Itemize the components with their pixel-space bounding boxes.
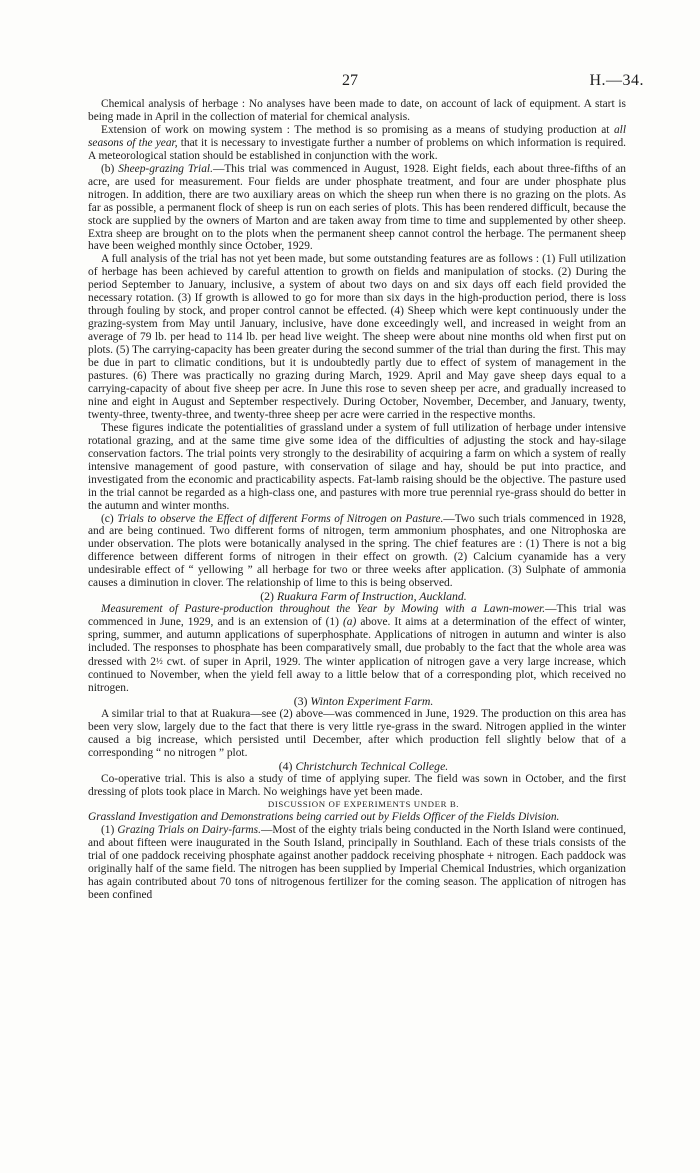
- page-number: 27: [342, 72, 358, 89]
- text-segment: —Most of the eighty trials being conducted in the North Island were continued, and about fifteen were inaugurated in the South Island, principally in Southland. Each of these trials consists of the trial of one paddock receiving phosphate against another paddock receiving phosphate + nitrogen. Each paddock was originally half of the same field. The nitrogen has been supplied by Imperial Chemical Industries, which organization has again contributed about 70 tons of nitrogenous fertilizer for the coming season. The application of nitrogen has been confined: [88, 824, 626, 902]
- document-reference: H.—34.: [589, 72, 644, 89]
- item-label: (1): [101, 824, 118, 837]
- paragraph-potentialities: These figures indicate the potentialities of grassland under a system of full utilization of herbage under intensive rotational grazing, and at the same time give some idea of the difficulties of adjusting the stock and hay-silage conservation factors. The trial points very strongly to the desirability of acquiring a farm on which a system of really intensive management of good pasture, with conservation of silage and hay, should be put into practice, and investigated from the economic and practicability aspects. Fat-lamb raising should be the objective. The pasture used in the trial cannot be regarded as a high-class one, and pastures with more true perennial rye-grass should do better in the autumn and winter months.: [88, 421, 626, 512]
- paragraph-chemical-analysis: Chemical analysis of herbage : No analyses have been made to date, on account of lack of equipment. A start is being made in April in the collection of material for chemical analysis.: [88, 98, 626, 123]
- text-segment: —This trial was commenced in August, 1928. Eight fields, each about three-fifths of an acre, are used for measurement. Four fields are under phosphate treatment, and four are under phosphate plus nitrogen. In addition, there are two auxiliary areas on which the sheep run when there is no grazing on the plots. As far as possible, a permanent flock of sheep is run on each series of plots. This has been rendered difficult, because the stock are supplied by the owners of Marton and are taken away from time to time and supplemented by other sheep. Extra sheep are brought on to the plots when the permanent sheep cannot control the herbage. The permanent sheep have been weighed monthly since October, 1929.: [88, 162, 626, 253]
- paragraph-winton: A similar trial to that at Ruakura—see (2) above—was commenced in June, 1929. The production on this area has been very slow, largely due to the fact that there is very little rye-grass in the sward. Nitrogen applied in the winter caused a big increase, which persisted until December, after which production fell slightly below that of a corresponding “ no nitrogen ” plot.: [88, 707, 626, 759]
- section-title: Christchurch Technical College.: [295, 758, 449, 773]
- discussion-subheading: [88, 811, 626, 824]
- section-title: Winton Experiment Farm.: [310, 693, 434, 708]
- section-title: Ruakura Farm of Instruction, Auckland.: [276, 589, 467, 604]
- emphasis-text: Grassland Investigation and Demonstrations being carried out by Fields Officer of the Fields Division.: [88, 811, 560, 824]
- text-segment: Extension of work on mowing system : The method is so promising as a means of studying production at: [101, 123, 614, 136]
- paragraph-nitrogen-forms: [88, 513, 626, 591]
- paragraph-sheep-grazing-trial: [88, 163, 626, 254]
- emphasis-text: Trials to observe the Effect of different Forms of Nitrogen on Pasture.: [117, 512, 444, 525]
- item-label: (c): [101, 512, 118, 525]
- document-body: [88, 98, 626, 902]
- section-number: (2): [260, 589, 277, 604]
- item-label: (b): [101, 162, 119, 175]
- paragraph-christchurch: Co-operative trial. This is also a study of time of applying super. The field was sown in October, and the first dressing of plots took place in March. No weighings have yet been made.: [88, 772, 626, 798]
- paragraph-mowing-extension: [88, 124, 626, 163]
- emphasis-text: all seasons of the year,: [88, 123, 626, 149]
- section-heading-christchurch: [88, 760, 626, 773]
- section-number: (3): [293, 693, 311, 708]
- emphasis-text: Grazing Trials on Dairy-farms.: [117, 824, 261, 837]
- text-segment: cwt. of super in April, 1929. The winter application of nitrogen gave a very large increase, which continued to November, when the yield fell away to a little below that of a corresponding plot, which received no nitrogen.: [88, 655, 626, 694]
- emphasis-text: Measurement of Pasture-production throughout the Year by Mowing with a Lawn-mower.: [101, 603, 546, 616]
- paragraph-dairy-farms: [88, 824, 626, 902]
- emphasis-text: (a): [342, 616, 357, 629]
- text-segment: —This trial was commenced in June, 1929, and is an extension of (1): [88, 603, 626, 629]
- section-heading-ruakura: [88, 590, 626, 603]
- text-segment: that it is necessary to investigate further a number of problems on which information is required. A meteorological station should be established in conjunction with the work.: [88, 136, 626, 162]
- text-segment: —Two such trials commenced in 1928, and are being continued. Two different forms of nitrogen, term ammonium phosphates, and one Nitrophoska are under observation. The plots were botanically analysed in the spring. The chief features are : (1) There is not a big difference between different forms of nitrogen in their effect on growth. (2) Calcium cyanamide has a very undesirable effect of “ yellowing ” all herbage for two or three weeks after application. (3) Sulphate of ammonia causes a diminution in clover. The relationship of lime to this is being observed.: [88, 512, 626, 590]
- paragraph-trial-analysis: A full analysis of the trial has not yet been made, but some outstanding features are as follows : (1) Full utilization of herbage has been achieved by careful attention to growth on fields and manipulation of stocks. (2) During the period September to January, inclusive, a system of about two days on and six days off each field provided the necessary rotation. (3) If growth is allowed to go for more than six days in the high-production period, there is loss through fouling by stock, and proper control cannot be effected. (4) Sheep which were kept continuously under the grazing-system from May until January, inclusive, have done exceedingly well, and increased in weight from an average of 79 lb. per head to 114 lb. per head live weight. The sheep were about nine months old when first put on plots. (5) The carrying-capacity has been greater during the second summer of the trial than during the first. This may be due in part to climatic conditions, but it is undoubtedly partly due to effect of system of management in the pastures. (6) There was practically no grazing during March, 1929. April and May gave sheep days equal to a carrying-capacity of about five sheep per acre. In June this rose to seven sheep per acre, and gradually increased to nine and eight in August and September respectively. During October, November, December, and January, twenty, twenty-three, twenty-three, and twenty-three sheep per acre were carried in the respective months.: [88, 253, 626, 421]
- fraction: ½: [156, 655, 163, 666]
- section-heading-winton: [88, 695, 626, 708]
- emphasis-text: Sheep-grazing Trial.: [118, 162, 213, 175]
- section-number: (4): [278, 758, 296, 773]
- paragraph-ruakura: [88, 603, 626, 695]
- text-segment: above. It aims at a determination of the effect of winter, spring, summer, and autumn applications of superphosphate. Applications of nitrogen in autumn and winter is also included. The responses to phosphate has been comparatively small, due probably to the fact that the whole area was dressed with 2: [88, 616, 626, 668]
- discussion-heading: DISCUSSION OF EXPERIMENTS UNDER B.: [267, 799, 460, 810]
